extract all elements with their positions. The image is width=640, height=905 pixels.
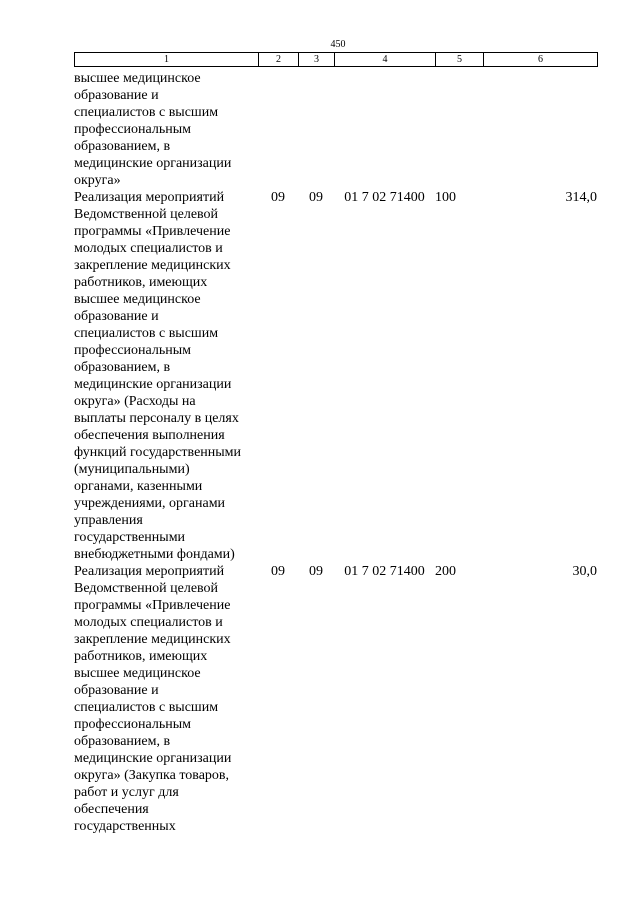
- row-target-article-code: 01 7 02 71400: [344, 564, 425, 579]
- header-col-5: 5: [436, 53, 484, 67]
- header-row: [75, 53, 598, 67]
- row-section-code: 09: [271, 190, 285, 205]
- row-section-code: 09: [271, 564, 285, 579]
- row-amount: 30,0: [572, 564, 597, 579]
- row-subsection-code: 09: [309, 564, 323, 579]
- row-subsection-code: [298, 70, 334, 189]
- row-target-article-code: 01 7 02 71400: [344, 190, 425, 205]
- column-number-header: [74, 52, 598, 67]
- row-description: высшее медицинское образование и специалистов с высшим профессиональным образованием, в медицинские организации округа»: [74, 71, 232, 188]
- header-col-2: 2: [259, 53, 299, 67]
- row-amount: 314,0: [565, 190, 597, 205]
- row-subsection-code: 09: [309, 190, 323, 205]
- row-expense-type-code: 100: [435, 190, 456, 205]
- header-col-4: 4: [335, 53, 436, 67]
- row-amount: [483, 70, 597, 189]
- table-row: [74, 70, 597, 189]
- row-description: Реализация мероприятий Ведомственной целевой программы «Привлечение молодых специалистов и закрепление медицинских работников, имеющих высшее медицинское образование и специалистов с высшим профессиональным образованием, в медицинские организации округа» (Расходы на выплаты персоналу в целях обеспечения выполнения функций государственными (муниципальными) органами, казенными учреждениями, органами управления государственными внебюджетными фондами): [74, 190, 242, 562]
- header-col-6: 6: [484, 53, 598, 67]
- page-number: 450: [330, 39, 346, 50]
- row-target-article-code: [334, 70, 435, 189]
- row-expense-type-code: [435, 70, 483, 189]
- row-expense-type-code: 200: [435, 564, 456, 579]
- table-row: [74, 189, 597, 563]
- budget-table: [74, 70, 597, 835]
- table-row: [74, 563, 597, 835]
- header-col-3: 3: [299, 53, 335, 67]
- row-section-code: [258, 70, 298, 189]
- header-col-1: 1: [75, 53, 259, 67]
- row-description: Реализация мероприятий Ведомственной целевой программы «Привлечение молодых специалистов и закрепление медицинских работников, имеющих высшее медицинское образование и специалистов с высшим профессиональным образованием, в медицинские организации округа» (Закупка товаров, работ и услуг для обеспечения государственных: [74, 564, 232, 834]
